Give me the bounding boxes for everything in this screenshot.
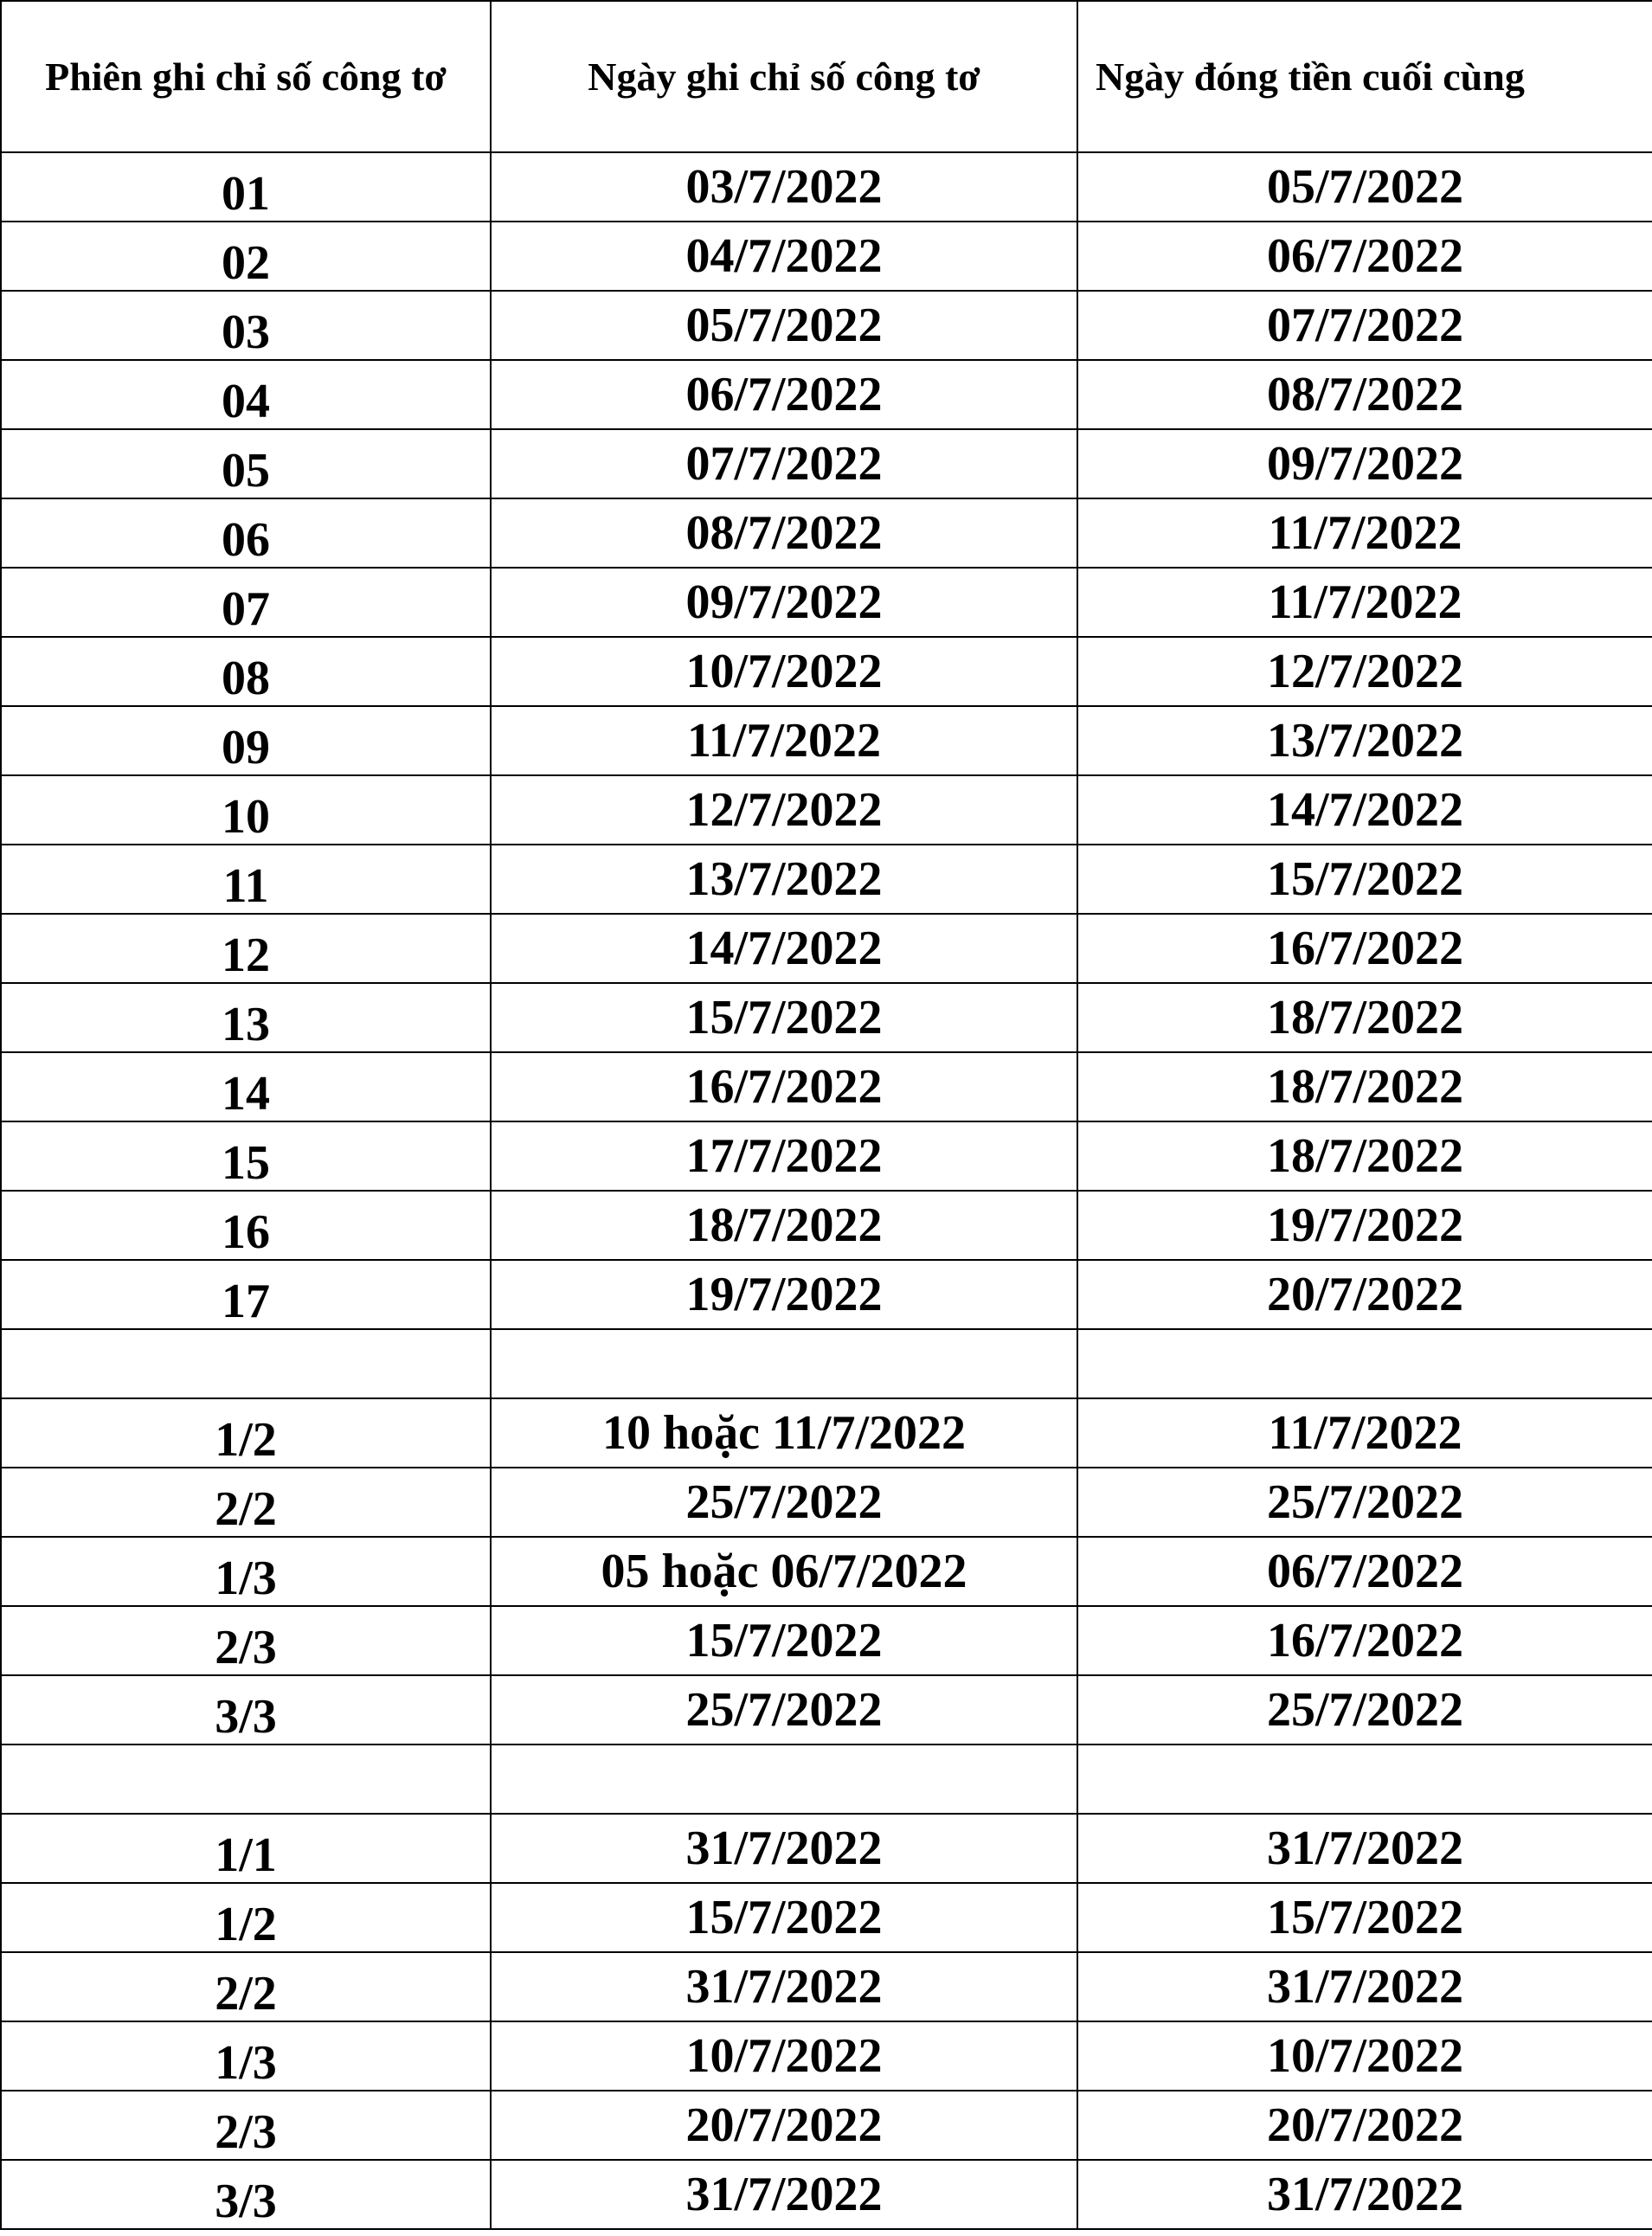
session-cell: 02 [1,222,491,291]
reading-date-cell: 09/7/2022 [491,568,1077,637]
reading-date-cell: 04/7/2022 [491,222,1077,291]
header-payment-deadline: Ngày đóng tiền cuối cùng [1077,1,1652,152]
table-row [1,845,1652,914]
payment-deadline-cell: 12/7/2022 [1077,637,1652,706]
session-cell: 3/3 [1,1675,491,1744]
reading-date-cell: 25/7/2022 [491,1468,1077,1537]
payment-deadline-cell: 31/7/2022 [1077,1814,1652,1883]
table-row [1,568,1652,637]
reading-date-cell: 10/7/2022 [491,637,1077,706]
table-row [1,429,1652,498]
session-cell: 04 [1,360,491,429]
table-row [1,775,1652,845]
payment-deadline-cell: 31/7/2022 [1077,1952,1652,2021]
table-row [1,1537,1652,1606]
table-body [1,152,1652,2229]
table-spacer-row [1,1744,1652,1814]
table-row [1,1398,1652,1468]
table-row [1,637,1652,706]
session-cell: 1/3 [1,2021,491,2091]
payment-deadline-cell: 14/7/2022 [1077,775,1652,845]
session-cell [1,1744,491,1814]
reading-date-cell: 16/7/2022 [491,1052,1077,1121]
reading-date-cell: 14/7/2022 [491,914,1077,983]
payment-deadline-cell: 11/7/2022 [1077,568,1652,637]
table-row [1,1675,1652,1744]
session-cell: 17 [1,1260,491,1329]
reading-date-cell: 31/7/2022 [491,1814,1077,1883]
reading-date-cell: 18/7/2022 [491,1191,1077,1260]
reading-date-cell: 17/7/2022 [491,1121,1077,1191]
reading-date-cell: 07/7/2022 [491,429,1077,498]
reading-date-cell: 11/7/2022 [491,706,1077,775]
session-cell: 11 [1,845,491,914]
session-cell: 08 [1,637,491,706]
table-row [1,498,1652,568]
table-row [1,1883,1652,1952]
session-cell: 1/3 [1,1537,491,1606]
session-cell: 1/2 [1,1398,491,1468]
session-cell: 07 [1,568,491,637]
session-cell: 01 [1,152,491,222]
reading-date-cell: 06/7/2022 [491,360,1077,429]
payment-deadline-cell: 06/7/2022 [1077,222,1652,291]
payment-deadline-cell: 25/7/2022 [1077,1468,1652,1537]
session-cell: 2/2 [1,1952,491,2021]
session-cell: 1/1 [1,1814,491,1883]
table-row [1,291,1652,360]
table-row [1,2021,1652,2091]
table-row [1,360,1652,429]
table-row [1,914,1652,983]
header-reading-date: Ngày ghi chỉ số công tơ [491,1,1077,152]
table-row [1,1052,1652,1121]
payment-deadline-cell: 15/7/2022 [1077,1883,1652,1952]
reading-date-cell: 12/7/2022 [491,775,1077,845]
table-row [1,1606,1652,1675]
session-cell: 3/3 [1,2160,491,2229]
session-cell: 2/3 [1,1606,491,1675]
session-cell: 13 [1,983,491,1052]
table-row [1,1814,1652,1883]
table-header-row [1,1,1652,152]
payment-deadline-cell: 18/7/2022 [1077,1121,1652,1191]
session-cell: 2/3 [1,2091,491,2160]
payment-deadline-cell: 08/7/2022 [1077,360,1652,429]
reading-date-cell [491,1744,1077,1814]
reading-date-cell: 03/7/2022 [491,152,1077,222]
session-cell: 12 [1,914,491,983]
reading-date-cell: 05/7/2022 [491,291,1077,360]
table-row [1,1468,1652,1537]
session-cell [1,1329,491,1398]
payment-deadline-cell: 11/7/2022 [1077,498,1652,568]
reading-date-cell: 31/7/2022 [491,2160,1077,2229]
payment-deadline-cell [1077,1744,1652,1814]
reading-date-cell: 10 hoặc 11/7/2022 [491,1398,1077,1468]
reading-date-cell: 15/7/2022 [491,1606,1077,1675]
session-cell: 06 [1,498,491,568]
table-row [1,2091,1652,2160]
reading-date-cell: 13/7/2022 [491,845,1077,914]
session-cell: 09 [1,706,491,775]
payment-deadline-cell: 18/7/2022 [1077,983,1652,1052]
payment-deadline-cell: 16/7/2022 [1077,914,1652,983]
payment-deadline-cell: 06/7/2022 [1077,1537,1652,1606]
session-cell: 16 [1,1191,491,1260]
session-cell: 14 [1,1052,491,1121]
table-row [1,983,1652,1052]
reading-date-cell: 05 hoặc 06/7/2022 [491,1537,1077,1606]
session-cell: 1/2 [1,1883,491,1952]
reading-date-cell: 08/7/2022 [491,498,1077,568]
table-row [1,706,1652,775]
session-cell: 10 [1,775,491,845]
reading-date-cell: 19/7/2022 [491,1260,1077,1329]
payment-deadline-cell: 20/7/2022 [1077,1260,1652,1329]
reading-date-cell: 31/7/2022 [491,1952,1077,2021]
payment-deadline-cell: 15/7/2022 [1077,845,1652,914]
table-row [1,1191,1652,1260]
reading-date-cell: 15/7/2022 [491,983,1077,1052]
payment-deadline-cell: 25/7/2022 [1077,1675,1652,1744]
payment-deadline-cell: 20/7/2022 [1077,2091,1652,2160]
payment-deadline-cell: 09/7/2022 [1077,429,1652,498]
session-cell: 15 [1,1121,491,1191]
table-spacer-row [1,1329,1652,1398]
table-row [1,1952,1652,2021]
payment-deadline-cell: 16/7/2022 [1077,1606,1652,1675]
payment-deadline-cell: 13/7/2022 [1077,706,1652,775]
session-cell: 03 [1,291,491,360]
payment-deadline-cell: 05/7/2022 [1077,152,1652,222]
reading-date-cell [491,1329,1077,1398]
payment-deadline-cell: 07/7/2022 [1077,291,1652,360]
payment-deadline-cell: 31/7/2022 [1077,2160,1652,2229]
session-cell: 05 [1,429,491,498]
payment-deadline-cell: 11/7/2022 [1077,1398,1652,1468]
session-cell: 2/2 [1,1468,491,1537]
table-row [1,1121,1652,1191]
payment-deadline-cell: 19/7/2022 [1077,1191,1652,1260]
reading-date-cell: 10/7/2022 [491,2021,1077,2091]
header-session: Phiên ghi chỉ số công tơ [1,1,491,152]
table-row [1,2160,1652,2229]
table-row [1,222,1652,291]
reading-date-cell: 15/7/2022 [491,1883,1077,1952]
reading-date-cell: 20/7/2022 [491,2091,1077,2160]
table-row [1,152,1652,222]
table-row [1,1260,1652,1329]
payment-deadline-cell: 10/7/2022 [1077,2021,1652,2091]
reading-date-cell: 25/7/2022 [491,1675,1077,1744]
payment-deadline-cell [1077,1329,1652,1398]
payment-deadline-cell: 18/7/2022 [1077,1052,1652,1121]
